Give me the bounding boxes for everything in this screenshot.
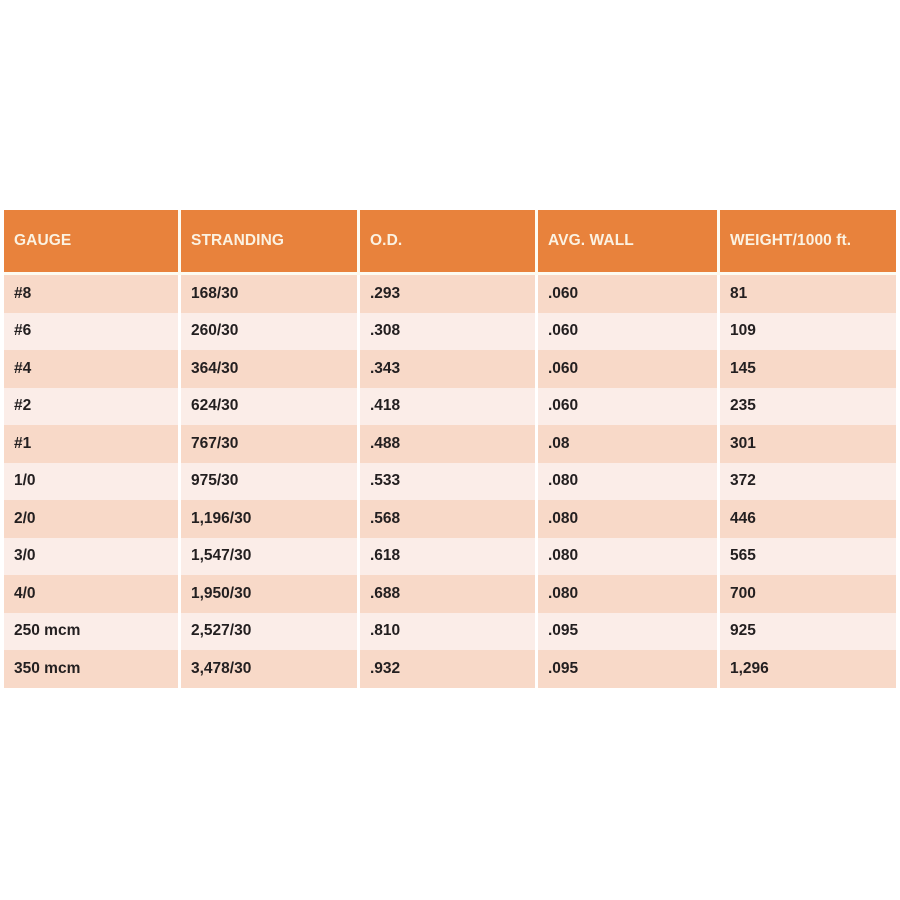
cell-wall: .080 bbox=[538, 500, 720, 538]
cell-od: .618 bbox=[360, 538, 538, 576]
cell-strand: 364/30 bbox=[181, 350, 360, 388]
table-row bbox=[4, 425, 896, 463]
column-header-stranding: STRANDING bbox=[181, 210, 360, 275]
cell-weight: 372 bbox=[720, 463, 896, 501]
cell-od: .810 bbox=[360, 613, 538, 651]
cell-strand: 3,478/30 bbox=[181, 650, 360, 688]
cell-weight: 565 bbox=[720, 538, 896, 576]
cell-weight: 301 bbox=[720, 425, 896, 463]
cell-od: .343 bbox=[360, 350, 538, 388]
cell-od: .293 bbox=[360, 275, 538, 313]
cell-wall: .060 bbox=[538, 350, 720, 388]
cell-gauge: #4 bbox=[4, 350, 181, 388]
cell-od: .568 bbox=[360, 500, 538, 538]
cell-wall: .060 bbox=[538, 275, 720, 313]
cell-gauge: #8 bbox=[4, 275, 181, 313]
cell-gauge: 2/0 bbox=[4, 500, 181, 538]
cell-wall: .08 bbox=[538, 425, 720, 463]
column-header-gauge: GAUGE bbox=[4, 210, 181, 275]
cell-weight: 1,296 bbox=[720, 650, 896, 688]
cell-wall: .095 bbox=[538, 613, 720, 651]
table-row bbox=[4, 538, 896, 576]
cell-wall: .080 bbox=[538, 575, 720, 613]
table-row bbox=[4, 575, 896, 613]
cell-weight: 925 bbox=[720, 613, 896, 651]
cable-specification-table bbox=[4, 210, 896, 688]
cell-weight: 235 bbox=[720, 388, 896, 426]
cell-strand: 767/30 bbox=[181, 425, 360, 463]
cell-wall: .060 bbox=[538, 313, 720, 351]
cell-od: .418 bbox=[360, 388, 538, 426]
cell-wall: .080 bbox=[538, 538, 720, 576]
table-body bbox=[4, 275, 896, 688]
cell-weight: 81 bbox=[720, 275, 896, 313]
cell-od: .932 bbox=[360, 650, 538, 688]
cell-gauge: #6 bbox=[4, 313, 181, 351]
cell-gauge: #1 bbox=[4, 425, 181, 463]
cell-weight: 700 bbox=[720, 575, 896, 613]
table-row bbox=[4, 500, 896, 538]
column-header-weight-per-1000ft: WEIGHT/1000 ft. bbox=[720, 210, 896, 275]
cell-gauge: 250 mcm bbox=[4, 613, 181, 651]
cell-od: .533 bbox=[360, 463, 538, 501]
cell-strand: 260/30 bbox=[181, 313, 360, 351]
cell-od: .688 bbox=[360, 575, 538, 613]
cell-strand: 168/30 bbox=[181, 275, 360, 313]
cell-od: .308 bbox=[360, 313, 538, 351]
cell-wall: .080 bbox=[538, 463, 720, 501]
cell-wall: .095 bbox=[538, 650, 720, 688]
column-header-avg-wall: AVG. WALL bbox=[538, 210, 720, 275]
cell-strand: 1,547/30 bbox=[181, 538, 360, 576]
table-row bbox=[4, 463, 896, 501]
cell-gauge: 1/0 bbox=[4, 463, 181, 501]
table-row bbox=[4, 650, 896, 688]
cell-strand: 2,527/30 bbox=[181, 613, 360, 651]
cell-gauge: #2 bbox=[4, 388, 181, 426]
table-header-row bbox=[4, 210, 896, 275]
cell-strand: 624/30 bbox=[181, 388, 360, 426]
cell-weight: 446 bbox=[720, 500, 896, 538]
cell-od: .488 bbox=[360, 425, 538, 463]
table-row bbox=[4, 313, 896, 351]
cell-gauge: 4/0 bbox=[4, 575, 181, 613]
table-row bbox=[4, 350, 896, 388]
cell-gauge: 3/0 bbox=[4, 538, 181, 576]
cell-strand: 1,950/30 bbox=[181, 575, 360, 613]
cell-strand: 975/30 bbox=[181, 463, 360, 501]
column-header-od: O.D. bbox=[360, 210, 538, 275]
cell-weight: 109 bbox=[720, 313, 896, 351]
cell-weight: 145 bbox=[720, 350, 896, 388]
cell-strand: 1,196/30 bbox=[181, 500, 360, 538]
table-header bbox=[4, 210, 896, 275]
table-row bbox=[4, 275, 896, 313]
table-row bbox=[4, 388, 896, 426]
cell-wall: .060 bbox=[538, 388, 720, 426]
table-row bbox=[4, 613, 896, 651]
cell-gauge: 350 mcm bbox=[4, 650, 181, 688]
